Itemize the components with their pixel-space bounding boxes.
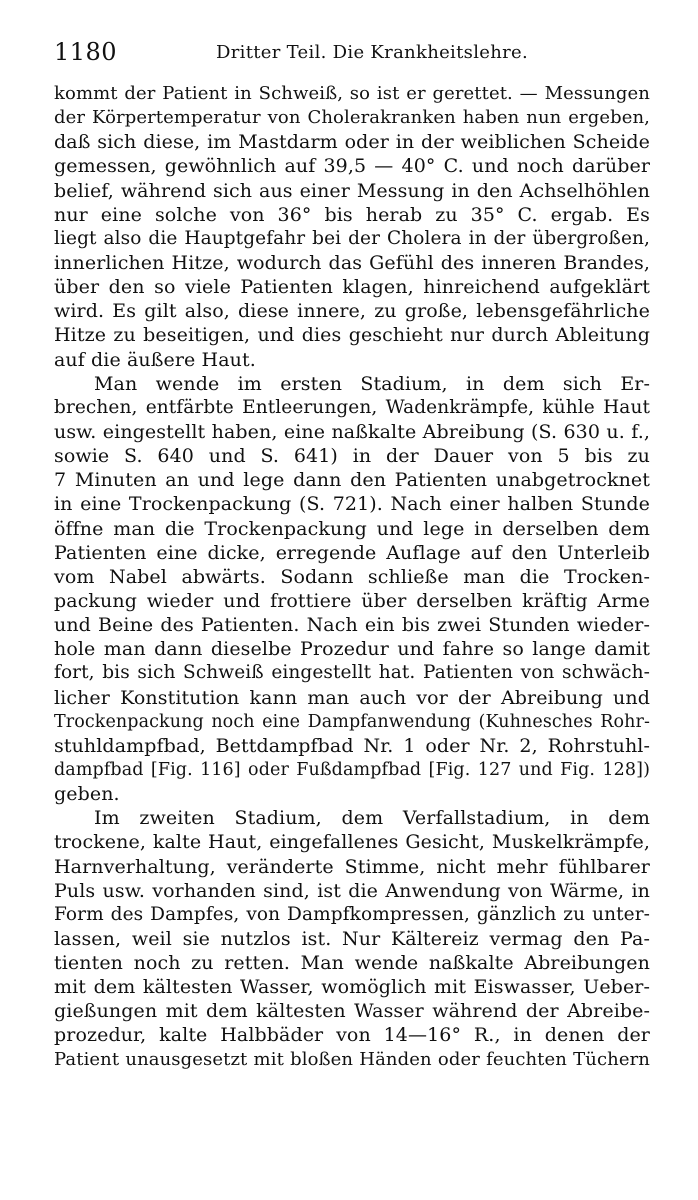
text-line: belief, während sich aus einer Messung in den Achselhöhlen bbox=[54, 179, 650, 202]
text-line: gießungen mit dem kältesten Wasser während der Abreibe- bbox=[54, 1000, 650, 1023]
text-line: fort, bis sich Schweiß eingestellt hat. Patienten von schwäch- bbox=[54, 662, 650, 684]
text-line: Hitze zu beseitigen, und dies geschieht nur durch Ableitung bbox=[54, 324, 650, 347]
text-line: auf die äußere Haut. bbox=[54, 348, 256, 371]
text-line: Im zweiten Stadium, dem Verfallstadium, in dem bbox=[94, 807, 650, 830]
text-line: vom Nabel abwärts. Sodann schließe man die Trocken- bbox=[54, 565, 650, 588]
text-line: brechen, entfärbte Entleerungen, Wadenkrämpfe, kühle Haut bbox=[54, 396, 650, 418]
text-line: lassen, weil sie nutzlos ist. Nur Kältereiz vermag den Pa- bbox=[54, 927, 650, 950]
text-line: Form des Dampfes, von Dampfkompressen, gänzlich zu unter- bbox=[54, 903, 650, 925]
text-line: daß sich diese, im Mastdarm oder in der weiblichen Scheide bbox=[54, 131, 650, 154]
text-line: packung wieder und frottiere über derselben kräftig Arme bbox=[54, 589, 650, 612]
text-line: der Körpertemperatur von Cholerakranken haben nun ergeben, bbox=[54, 107, 650, 129]
text-line: hole man dann dieselbe Prozedur und fahre so lange damit bbox=[54, 638, 650, 661]
text-line: mit dem kältesten Wasser, womöglich mit Eiswasser, Ueber- bbox=[54, 976, 650, 999]
text-line: Harnverhaltung, veränderte Stimme, nicht mehr fühlbarer bbox=[54, 855, 650, 878]
text-line: liegt also die Hauptgefahr bei der Cholera in der übergroßen, bbox=[54, 227, 650, 249]
text-line: Trockenpackung noch eine Dampfanwendung (Kuhnesches Rohr- bbox=[54, 711, 650, 732]
body-text bbox=[54, 82, 650, 1072]
text-line: wird. Es gilt also, diese innere, zu große, lebensgefährliche bbox=[54, 300, 650, 323]
text-line: prozedur, kalte Halbbäder von 14—16° R., in denen der bbox=[54, 1024, 650, 1047]
text-line: tienten noch zu retten. Man wende naßkalte Abreibungen bbox=[54, 952, 650, 975]
text-line: usw. eingestellt haben, eine naßkalte Abreibung (S. 630 u. f., bbox=[54, 420, 650, 443]
text-line: Man wende im ersten Stadium, in dem sich Er- bbox=[94, 372, 650, 395]
text-line: in eine Trockenpackung (S. 721). Nach einer halben Stunde bbox=[54, 493, 650, 516]
text-line: dampfbad [Fig. 116] oder Fußdampfbad [Fig. 127 und Fig. 128]) bbox=[54, 759, 650, 780]
text-line: trockene, kalte Haut, eingefallenes Gesicht, Muskelkrämpfe, bbox=[54, 831, 650, 854]
text-line: sowie S. 640 und S. 641) in der Dauer von 5 bis zu bbox=[54, 445, 650, 468]
text-line: und Beine des Patienten. Nach ein bis zwei Stunden wieder- bbox=[54, 614, 650, 637]
text-line: Patient unausgesetzt mit bloßen Händen oder feuchten Tüchern bbox=[54, 1048, 650, 1070]
text-line: öffne man die Trockenpackung und lege in derselben dem bbox=[54, 517, 650, 540]
running-head bbox=[54, 38, 650, 82]
text-line: Puls usw. vorhanden sind, ist die Anwendung von Wärme, in bbox=[54, 879, 650, 902]
text-line: nur eine solche von 36° bis herab zu 35° C. ergab. Es bbox=[54, 203, 650, 226]
page-number: 1180 bbox=[54, 38, 118, 66]
running-title: Dritter Teil. Die Krankheitslehre. bbox=[216, 42, 528, 63]
text-line: Patienten eine dicke, erregende Auflage auf den Unterleib bbox=[54, 541, 650, 564]
text-line: geben. bbox=[54, 783, 120, 806]
text-line: kommt der Patient in Schweiß, so ist er gerettet. — Messungen bbox=[54, 83, 650, 104]
text-line: 7 Minuten an und lege dann den Patienten unabgetrocknet bbox=[54, 469, 650, 492]
text-line: innerlichen Hitze, wodurch das Gefühl des inneren Brandes, bbox=[54, 251, 650, 274]
text-line: stuhldampfbad, Bettdampfbad Nr. 1 oder Nr. 2, Rohrstuhl- bbox=[54, 734, 650, 757]
text-line: licher Konstitution kann man auch vor der Abreibung und bbox=[54, 686, 650, 709]
text-line: gemessen, gewöhnlich auf 39,5 — 40° C. und noch darüber bbox=[54, 155, 650, 178]
text-line: über den so viele Patienten klagen, hinreichend aufgeklärt bbox=[54, 276, 650, 299]
